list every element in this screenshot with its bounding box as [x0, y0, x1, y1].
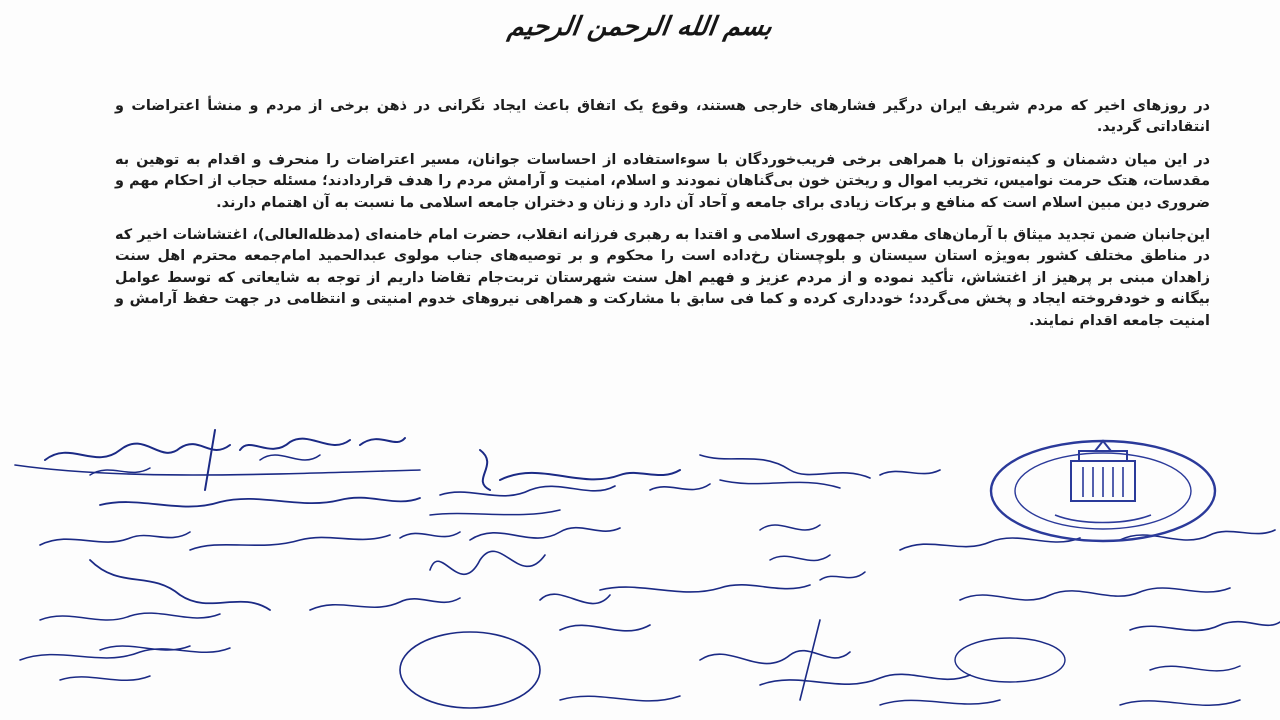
seal-stamp-icon [985, 437, 1221, 545]
letter-body [115, 96, 1210, 343]
paragraph-1: در روزهای اخیر که مردم شریف ایران درگیر فشارهای خارجی هستند، وقوع یک اتفاق باعث ایجاد نگرانی در ذهن برخی از مردم و منشأ اعتراضات و انتقاداتی گردید. [115, 98, 1210, 136]
paragraph-3: این‌جانبان ضمن تجدید میثاق با آرمان‌های مقدس جمهوری اسلامی و اقتدا به رهبری فرزانه انقلاب، حضرت امام خامنه‌ای (مدظله‌العالی)، اغتشاشات اخیر که در مناطق مختلف کشور به‌ویژه استان سیستان و بلوچستان رخ‌داده است را محکوم و بر توصیه‌های جناب مولوی عبدالحمید امام‌جمعه محترم اهل سنت زاهدان مبنی بر پرهیز از اغتشاش، تأکید نموده و از مردم عزیز و فهیم اهل سنت شهرستان تربت‌جام تقاضا داریم از توجه به شایعاتی که توسط عوامل بیگانه و خودفروخته ایجاد و پخش می‌گردد؛ خودداری کرده و کما فی سابق با مشارکت و همراهی نیروهای خدوم امنیتی و انتظامی در جهت حفظ آرامش و امنیت جامعه اقدام نمایند. [115, 227, 1210, 329]
basmala-heading: بسم الله الرحمن الرحیم [506, 12, 774, 42]
official-seal [985, 437, 1221, 545]
paragraph-2: در این میان دشمنان و کینه‌توزان با همراهی برخی فریب‌خوردگان با سوءاستفاده از احساسات جوانان، مسیر اعتراضات را منحرف و اقدام به توهین به مقدسات، هتک حرمت نوامیس، تخریب اموال و ریختن خون بی‌گناهان نمودند و اسلام، امنیت و آرامش مردم را هدف قراردادند؛ مسئله حجاب از احکام مهم و ضروری دین مبین اسلام است که منافع و برکات زیادی برای جامعه و آحاد آن دارد و زنان و دختران جامعه اسلامی ما نسبت به آن اهتمام دارند. [115, 151, 1210, 211]
